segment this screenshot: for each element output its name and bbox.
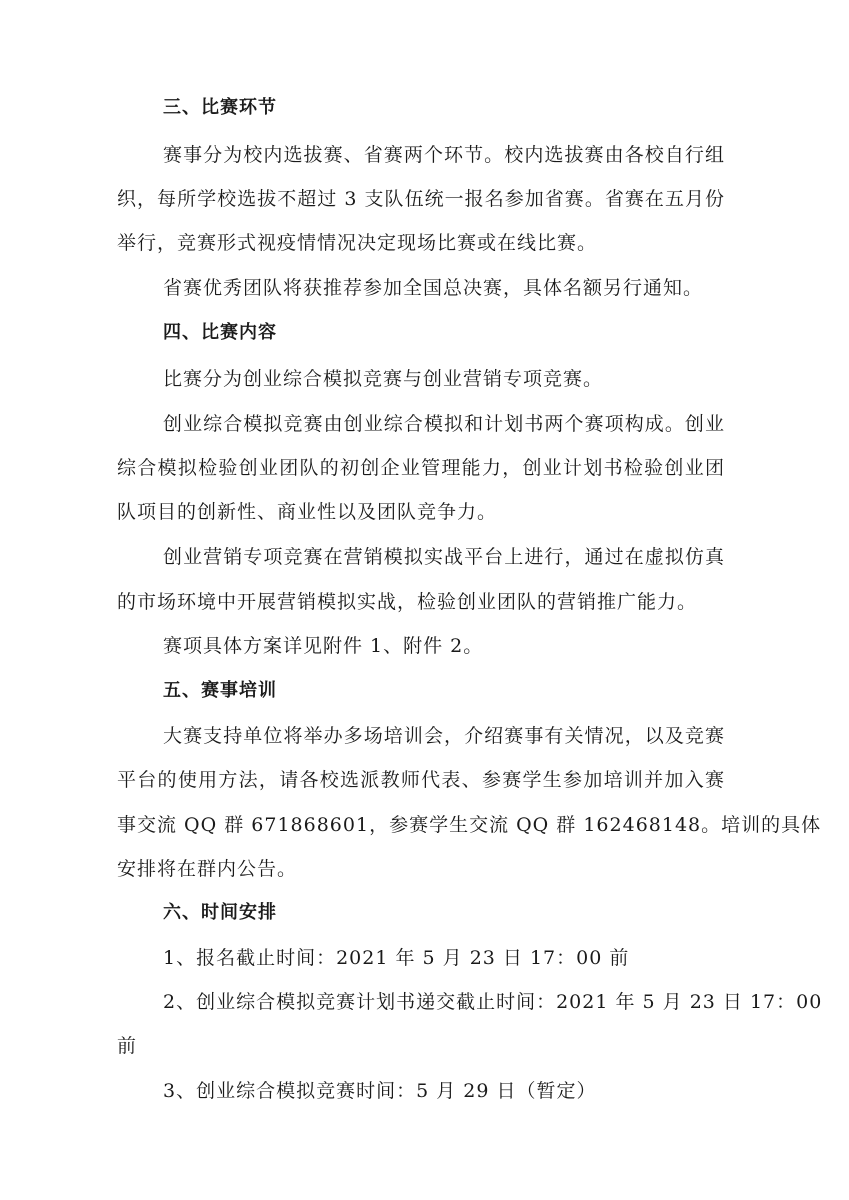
- paragraph-line: 创业综合模拟竞赛由创业综合模拟和计划书两个赛项构成。创业: [163, 413, 725, 435]
- paragraph-line: 举行，竞赛形式视疫情情况决定现场比赛或在线比赛。: [117, 232, 598, 254]
- schedule-item-3: 3、创业综合模拟竞赛时间：5 月 29 日（暂定）: [163, 1080, 597, 1102]
- schedule-item-2-continued: 前: [117, 1035, 138, 1057]
- section-heading-3: 三、比赛环节: [163, 97, 277, 118]
- section-heading-6: 六、时间安排: [163, 902, 277, 923]
- paragraph-line: 赛项具体方案详见附件 1、附件 2。: [163, 635, 484, 657]
- paragraph-line: 安排将在群内公告。: [117, 858, 298, 880]
- paragraph-line: 大赛支持单位将举办多场培训会，介绍赛事有关情况，以及竞赛: [163, 725, 725, 747]
- paragraph-line: 织，每所学校选拔不超过 3 支队伍统一报名参加省赛。省赛在五月份: [117, 188, 725, 210]
- section-heading-5: 五、赛事培训: [163, 680, 277, 701]
- schedule-item-2: 2、创业综合模拟竞赛计划书递交截止时间：2021 年 5 月 23 日 17：00: [163, 991, 823, 1013]
- paragraph-line: 事交流 QQ 群 671868601，参赛学生交流 QQ 群 162468148。培训的具体: [117, 814, 822, 836]
- paragraph-line: 平台的使用方法，请各校选派教师代表、参赛学生参加培训并加入赛: [117, 769, 725, 791]
- paragraph-line: 队项目的创新性、商业性以及团队竞争力。: [117, 501, 498, 523]
- paragraph-line: 创业营销专项竞赛在营销模拟实战平台上进行，通过在虚拟仿真: [163, 546, 725, 568]
- paragraph-line: 赛事分为校内选拔赛、省赛两个环节。校内选拔赛由各校自行组: [163, 144, 725, 166]
- schedule-item-1: 1、报名截止时间：2021 年 5 月 23 日 17：00 前: [163, 947, 630, 969]
- paragraph-line: 省赛优秀团队将获推荐参加全国总决赛，具体名额另行通知。: [163, 277, 704, 299]
- paragraph-line: 比赛分为创业综合模拟竞赛与创业营销专项竞赛。: [163, 368, 604, 390]
- paragraph-line: 的市场环境中开展营销模拟实战，检验创业团队的营销推广能力。: [117, 591, 698, 613]
- paragraph-line: 综合模拟检验创业团队的初创企业管理能力，创业计划书检验创业团: [117, 457, 725, 479]
- section-heading-4: 四、比赛内容: [163, 322, 277, 343]
